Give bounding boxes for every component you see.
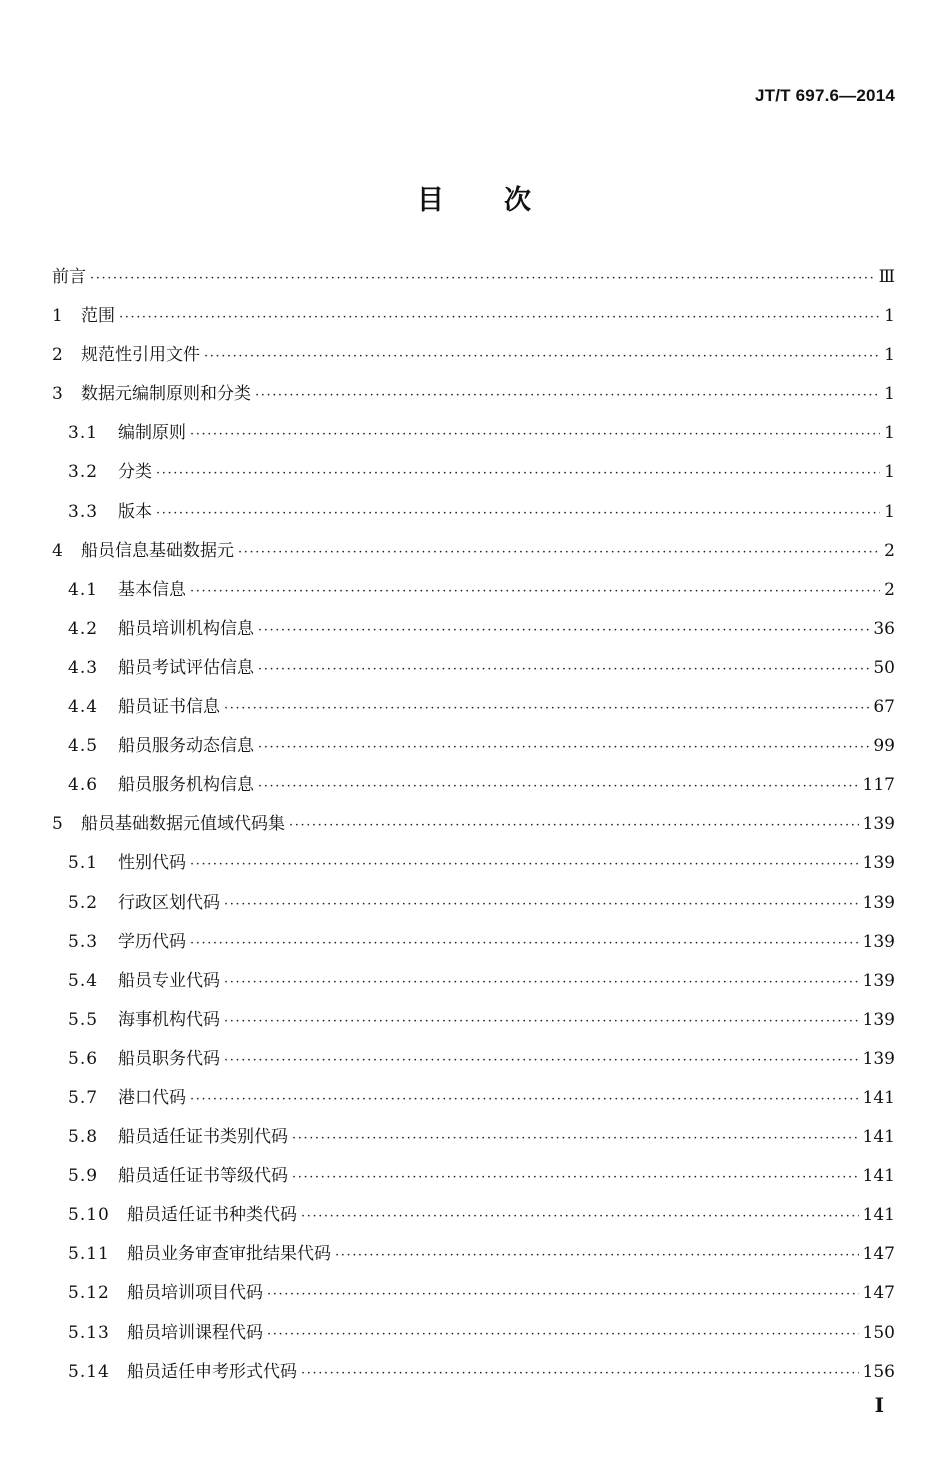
toc-dot-leader bbox=[119, 310, 880, 325]
toc-dot-leader bbox=[267, 1327, 859, 1342]
toc-entry-label: 船员职务代码 bbox=[118, 1048, 220, 1069]
toc-entry[interactable] bbox=[52, 770, 895, 809]
toc-entry-label: 行政区划代码 bbox=[118, 892, 220, 913]
toc-entry-page-number: 139 bbox=[862, 931, 895, 952]
toc-entry-page-number: 156 bbox=[862, 1361, 895, 1382]
toc-entry-page-number: 139 bbox=[862, 1009, 895, 1030]
toc-entry-label: 船员考试评估信息 bbox=[118, 657, 254, 678]
toc-dot-leader bbox=[258, 662, 869, 677]
toc-dot-leader bbox=[258, 779, 859, 794]
toc-entry-number: 5.13 bbox=[68, 1322, 110, 1343]
toc-dot-leader bbox=[292, 1170, 859, 1185]
toc-dot-leader bbox=[335, 1248, 859, 1263]
toc-entry[interactable] bbox=[52, 888, 895, 927]
toc-entry-label: 船员适任证书等级代码 bbox=[118, 1166, 288, 1187]
title-char-1: 目 bbox=[417, 185, 446, 216]
toc-entry[interactable] bbox=[52, 1161, 895, 1200]
toc-entry[interactable] bbox=[52, 1239, 895, 1278]
toc-dot-leader bbox=[190, 1092, 859, 1107]
toc-entry-label: 船员适任证书类别代码 bbox=[118, 1127, 288, 1148]
toc-entry[interactable] bbox=[52, 966, 895, 1005]
toc-entry[interactable] bbox=[52, 653, 895, 692]
toc-entry-label: 基本信息 bbox=[118, 579, 186, 600]
toc-entry-page-number: 1 bbox=[884, 423, 895, 444]
toc-entry-label: 船员业务审查审批结果代码 bbox=[127, 1244, 331, 1265]
toc-entry-number: 5.8 bbox=[68, 1127, 99, 1148]
title-char-2: 次 bbox=[504, 185, 533, 216]
toc-dot-leader bbox=[258, 740, 869, 755]
toc-entry-page-number: 1 bbox=[884, 501, 895, 522]
toc-entry-number: 3.2 bbox=[68, 462, 99, 483]
toc-entry-number: 5.5 bbox=[68, 1009, 99, 1030]
toc-entry-label: 船员服务动态信息 bbox=[118, 736, 254, 757]
toc-dot-leader bbox=[301, 1366, 859, 1381]
toc-entry-label: 船员培训课程代码 bbox=[127, 1322, 263, 1343]
toc-entry-number: 3.1 bbox=[68, 423, 99, 444]
toc-entry[interactable] bbox=[52, 731, 895, 770]
toc-dot-leader bbox=[156, 466, 880, 481]
toc-entry-number: 5.2 bbox=[68, 892, 99, 913]
toc-entry-number: 5.9 bbox=[68, 1166, 99, 1187]
toc-entry-number: 5.6 bbox=[68, 1048, 99, 1069]
toc-entry[interactable] bbox=[52, 457, 895, 496]
toc-entry[interactable] bbox=[52, 809, 895, 848]
toc-dot-leader bbox=[190, 936, 859, 951]
toc-entry-number: 5.3 bbox=[68, 931, 99, 952]
toc-entry-label: 船员基础数据元值域代码集 bbox=[81, 814, 285, 835]
toc-entry-number: 3.3 bbox=[68, 501, 99, 522]
toc-entry-page-number: 139 bbox=[862, 892, 895, 913]
toc-dot-leader bbox=[292, 1131, 859, 1146]
toc-entry[interactable] bbox=[52, 536, 895, 575]
toc-dot-leader bbox=[289, 818, 859, 833]
toc-entry-label: 规范性引用文件 bbox=[81, 345, 200, 366]
toc-entry-page-number: 147 bbox=[862, 1244, 895, 1265]
toc-entry-page-number: 139 bbox=[862, 1048, 895, 1069]
toc-entry-number: 5.12 bbox=[68, 1283, 110, 1304]
toc-entry-label: 前言 bbox=[52, 267, 86, 287]
toc-entry-page-number: 1 bbox=[884, 306, 895, 327]
page-folio: I bbox=[874, 1393, 884, 1417]
toc-entry-page-number: 99 bbox=[873, 736, 895, 757]
toc-entry-label: 分类 bbox=[118, 462, 152, 483]
toc-dot-leader bbox=[224, 1053, 859, 1068]
toc-entry-label: 港口代码 bbox=[118, 1087, 186, 1108]
toc-entry-page-number: 147 bbox=[862, 1283, 895, 1304]
toc-entry[interactable] bbox=[52, 692, 895, 731]
toc-entry[interactable] bbox=[52, 301, 895, 340]
toc-entry-number: 4 bbox=[52, 540, 64, 561]
toc-entry-number: 5.10 bbox=[68, 1205, 110, 1226]
toc-entry-label: 范围 bbox=[81, 306, 115, 327]
toc-dot-leader bbox=[190, 584, 880, 599]
toc-entry[interactable] bbox=[52, 848, 895, 887]
toc-entry[interactable] bbox=[52, 614, 895, 653]
toc-entry-page-number: 141 bbox=[862, 1127, 895, 1148]
toc-dot-leader bbox=[267, 1287, 859, 1302]
toc-entry-number: 4.2 bbox=[68, 618, 99, 639]
toc-entry-label: 数据元编制原则和分类 bbox=[81, 384, 251, 405]
toc-entry-page-number: 141 bbox=[862, 1205, 895, 1226]
toc-entry-page-number: 141 bbox=[862, 1166, 895, 1187]
toc-dot-leader bbox=[90, 271, 875, 286]
toc-entry[interactable] bbox=[52, 497, 895, 536]
toc-entry[interactable] bbox=[52, 1278, 895, 1317]
toc-entry-number: 5.7 bbox=[68, 1087, 99, 1108]
page-title bbox=[0, 178, 950, 217]
toc-entry-page-number: 139 bbox=[862, 970, 895, 991]
toc-entry-page-number: 1 bbox=[884, 462, 895, 483]
toc-entry-number: 5.4 bbox=[68, 970, 99, 991]
toc-dot-leader bbox=[190, 427, 880, 442]
toc-entry-number: 4.3 bbox=[68, 657, 99, 678]
toc-entry-number: 4.4 bbox=[68, 697, 99, 718]
toc-entry-page-number: 117 bbox=[862, 775, 895, 796]
toc-entry-label: 编制原则 bbox=[118, 423, 186, 444]
toc-entry-label: 船员适任申考形式代码 bbox=[127, 1361, 297, 1382]
toc-entry-label: 船员服务机构信息 bbox=[118, 775, 254, 796]
toc-entry-label: 船员培训项目代码 bbox=[127, 1283, 263, 1304]
toc-entry[interactable] bbox=[52, 927, 895, 966]
toc-entry-page-number: 2 bbox=[884, 540, 895, 561]
toc-entry-label: 船员培训机构信息 bbox=[118, 618, 254, 639]
standard-code: JT/T 697.6—2014 bbox=[754, 86, 895, 105]
toc-entry-page-number: 2 bbox=[884, 579, 895, 600]
toc-entry[interactable] bbox=[52, 1005, 895, 1044]
toc-dot-leader bbox=[224, 897, 859, 912]
toc-entry-number: 5.14 bbox=[68, 1361, 110, 1382]
toc-entry[interactable] bbox=[52, 262, 895, 301]
toc-entry-page-number: 1 bbox=[884, 345, 895, 366]
toc-entry[interactable] bbox=[52, 1044, 895, 1083]
toc-entry-label: 船员信息基础数据元 bbox=[81, 540, 234, 561]
toc-entry-number: 5.11 bbox=[68, 1244, 110, 1265]
toc-entry-label: 性别代码 bbox=[118, 853, 186, 874]
toc-entry-label: 海事机构代码 bbox=[118, 1009, 220, 1030]
toc-entry-page-number: Ⅲ bbox=[878, 267, 895, 287]
toc-entry-page-number: 139 bbox=[862, 814, 895, 835]
toc-dot-leader bbox=[301, 1209, 859, 1224]
toc-entry-page-number: 36 bbox=[873, 618, 895, 639]
toc-entry[interactable] bbox=[52, 340, 895, 379]
toc-entry[interactable] bbox=[52, 1200, 895, 1239]
toc-entry-page-number: 141 bbox=[862, 1087, 895, 1108]
toc-dot-leader bbox=[224, 1014, 859, 1029]
toc-entry-page-number: 139 bbox=[862, 853, 895, 874]
toc-dot-leader bbox=[255, 388, 880, 403]
toc-entry-page-number: 50 bbox=[873, 657, 895, 678]
toc-entry-page-number: 67 bbox=[873, 697, 895, 718]
toc-dot-leader bbox=[156, 506, 880, 521]
toc-entry[interactable] bbox=[52, 575, 895, 614]
toc-dot-leader bbox=[258, 623, 869, 638]
toc-entry-number: 4.6 bbox=[68, 775, 99, 796]
toc-entry[interactable] bbox=[52, 379, 895, 418]
toc-entry-label: 船员适任证书种类代码 bbox=[127, 1205, 297, 1226]
toc-dot-leader bbox=[224, 975, 859, 990]
toc-entry-number: 5 bbox=[52, 814, 64, 835]
toc-entry-number: 1 bbox=[52, 306, 64, 327]
toc-entry[interactable] bbox=[52, 1083, 895, 1122]
toc-entry[interactable] bbox=[52, 418, 895, 457]
toc-entry-number: 2 bbox=[52, 345, 64, 366]
toc-entry-label: 船员证书信息 bbox=[118, 697, 220, 718]
toc-entry-label: 船员专业代码 bbox=[118, 970, 220, 991]
toc-entry-page-number: 1 bbox=[884, 384, 895, 405]
toc-dot-leader bbox=[204, 349, 880, 364]
toc-entry-page-number: 150 bbox=[862, 1322, 895, 1343]
toc-dot-leader bbox=[238, 545, 880, 560]
table-of-contents bbox=[52, 262, 895, 1396]
toc-entry[interactable] bbox=[52, 1357, 895, 1396]
toc-entry-label: 版本 bbox=[118, 501, 152, 522]
toc-entry[interactable] bbox=[52, 1122, 895, 1161]
toc-dot-leader bbox=[224, 701, 869, 716]
toc-entry-number: 4.5 bbox=[68, 736, 99, 757]
toc-entry-number: 4.1 bbox=[68, 579, 99, 600]
toc-dot-leader bbox=[190, 857, 859, 872]
toc-entry-number: 5.1 bbox=[68, 853, 99, 874]
toc-entry-label: 学历代码 bbox=[118, 931, 186, 952]
toc-entry-number: 3 bbox=[52, 384, 64, 405]
toc-entry[interactable] bbox=[52, 1318, 895, 1357]
